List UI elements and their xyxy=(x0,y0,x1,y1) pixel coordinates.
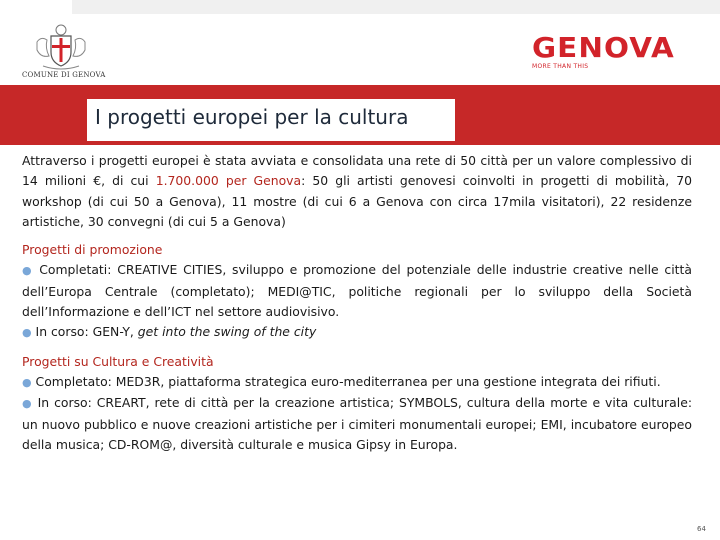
list-item xyxy=(22,372,692,393)
comune-logo xyxy=(22,22,106,82)
list-item xyxy=(22,322,692,343)
promozione-in-corso-italic: get into the swing of the city xyxy=(137,324,317,340)
cultura-in-corso: In corso: CREART, rete di città per la creazione artistica; SYMBOLS, cultura della morte e vita culturale: un nuovo pubblico e nuove creazioni artistiche per i cimiteri monumentali europei; EMI, incubatore europeo della musica; CD-ROM@, diversità culturale e musica Gipsy in Europa. xyxy=(22,395,692,452)
top-strip xyxy=(72,0,720,14)
page-title: I progetti europei per la cultura xyxy=(95,105,409,129)
intro-text-1: Attraverso i progetti europei è stata avviata e consolidata una rete di 50 città per un valore complessivo di 14 milioni €, di cui xyxy=(22,153,692,189)
section-heading-promozione: Progetti di promozione xyxy=(22,242,163,258)
brand-wordmark: GENOVA xyxy=(532,31,675,64)
intro-text-2: : 50 gli artisti genovesi coinvolti in progetti di mobilità, 70 workshop (di cui 50 a Genova), 11 mostre (di cui 6 a Genova con circa 17mila visitatori), 22 residenze artistiche, 30 convegni (di cui 5 a Genova) xyxy=(22,173,693,229)
title-box xyxy=(87,99,455,141)
promozione-completati: Completati: CREATIVE CITIES, sviluppo e promozione del potenziale delle industrie creative nelle città dell’Europa Centrale (completato); MEDI@TIC, politiche regionali per lo sviluppo della Società dell’Informazione e dell’ICT nel settore audiovisivo. xyxy=(22,262,692,320)
brand-tagline: MORE THAN THIS xyxy=(532,63,589,70)
coat-label: COMUNE DI GENOVA xyxy=(22,71,106,79)
genova-brand-logo xyxy=(532,31,675,70)
promozione-in-corso-lead: In corso: GEN-Y, xyxy=(31,324,138,340)
page-number: 64 xyxy=(697,525,706,533)
list-item xyxy=(22,393,692,455)
coat-of-arms-icon xyxy=(33,22,89,70)
bullet-icon: ● xyxy=(22,326,32,340)
intro-amount: 1.700.000 per Genova xyxy=(155,173,302,189)
intro-paragraph xyxy=(22,151,692,232)
bullet-icon: ● xyxy=(22,397,33,411)
cultura-completato: Completato: MED3R, piattaforma strategica euro-mediterranea per una gestione integrata dei rifiuti. xyxy=(31,373,661,389)
bullet-icon: ● xyxy=(22,264,34,278)
section-heading-cultura: Progetti su Cultura e Creatività xyxy=(22,353,214,369)
bullet-icon: ● xyxy=(22,375,32,389)
list-item xyxy=(22,260,692,322)
slide-content xyxy=(22,151,692,455)
